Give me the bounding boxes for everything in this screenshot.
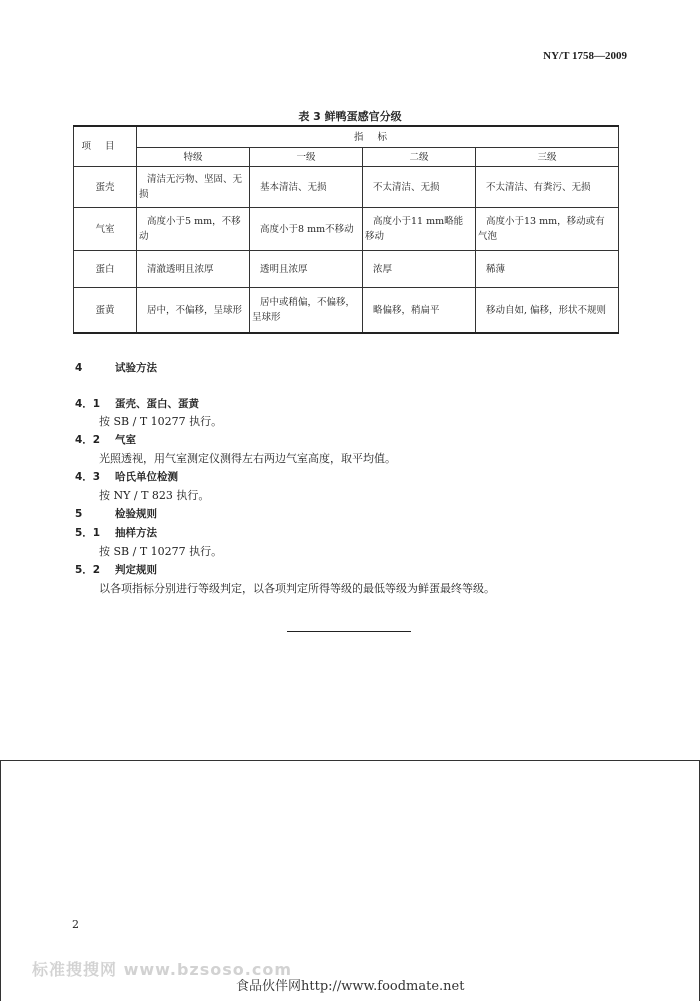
watermark-foodmate: 食品伙伴网http://www.foodmate.net [236,979,465,994]
table-cell: 浓厚 [363,251,476,288]
row-name: 气室 [74,208,137,251]
section-heading-5 [75,506,157,521]
table-cell: 居中，不偏移，呈球形 [137,288,250,334]
table-cell: 高度小于13 mm，移动或有气泡 [476,208,619,251]
section-number: 5．2 [75,564,101,576]
table-header-item: 项目 [74,126,137,167]
grade-header: 二级 [363,148,476,167]
table-row [74,167,619,208]
table-cell: 基本清洁、无损 [250,167,363,208]
paragraph: 按 SB / T 10277 执行。 [99,415,223,428]
table-cell: 移动自如, 偏移，形状不规则 [476,288,619,334]
section-title: 试验方法 [115,362,157,374]
section-title: 哈氏单位检测 [115,471,178,483]
table-cell: 高度小于11 mm略能移动 [363,208,476,251]
section-heading-4-2 [75,432,136,447]
row-name: 蛋白 [74,251,137,288]
table-row [74,208,619,251]
section-heading-4-3 [75,469,178,484]
section-title: 气室 [115,434,136,446]
table-cell: 清洁无污物、坚固、无损 [137,167,250,208]
table-cell: 略偏移，稍扁平 [363,288,476,334]
table-cell: 高度小于5 mm，不移动 [137,208,250,251]
table-cell: 稀薄 [476,251,619,288]
section-heading-4-1 [75,396,199,411]
table-title: 表 3 鲜鸭蛋感官分级 [298,110,402,123]
paragraph: 光照透视，用气室测定仪测得左右两边气室高度，取平均值。 [99,452,396,465]
grade-header: 特级 [137,148,250,167]
paragraph: 以各项指标分别进行等级判定，以各项判定所得等级的最低等级为鲜蛋最终等级。 [99,582,495,595]
section-number: 4．2 [75,434,101,446]
standard-code: NY/T 1758—2009 [543,50,627,62]
table-cell: 居中或稍偏，不偏移，呈球形 [250,288,363,334]
grading-table [73,125,619,334]
section-heading-4 [75,360,157,375]
section-number: 4．1 [75,398,101,410]
paragraph: 按 SB / T 10277 执行。 [99,545,223,558]
row-name: 蛋壳 [74,167,137,208]
grade-header: 一级 [250,148,363,167]
section-heading-5-1 [75,525,157,540]
watermark-bzsoso: 标准搜搜网 www.bzsoso.com [32,960,292,979]
row-name: 蛋黄 [74,288,137,334]
paragraph: 按 NY / T 823 执行。 [99,489,210,502]
section-title: 蛋壳、蛋白、蛋黄 [115,398,199,410]
table-row [74,251,619,288]
grade-header: 三级 [476,148,619,167]
table-cell: 不太清洁、无损 [363,167,476,208]
section-number: 4．3 [75,471,101,483]
table-cell: 不太清洁、有粪污、无损 [476,167,619,208]
table-row [74,288,619,334]
section-title: 抽样方法 [115,527,157,539]
page-number: 2 [72,918,79,931]
table-cell: 高度小于8 mm不移动 [250,208,363,251]
table-cell: 清澈透明且浓厚 [137,251,250,288]
section-title: 判定规则 [115,564,157,576]
section-heading-5-2 [75,562,157,577]
section-number: 5．1 [75,527,101,539]
table-cell: 透明且浓厚 [250,251,363,288]
section-number: 5 [75,508,83,520]
table-header-indicator: 指标 [137,126,619,148]
section-number: 4 [75,362,83,374]
section-title: 检验规则 [115,508,157,520]
end-rule [287,631,411,632]
